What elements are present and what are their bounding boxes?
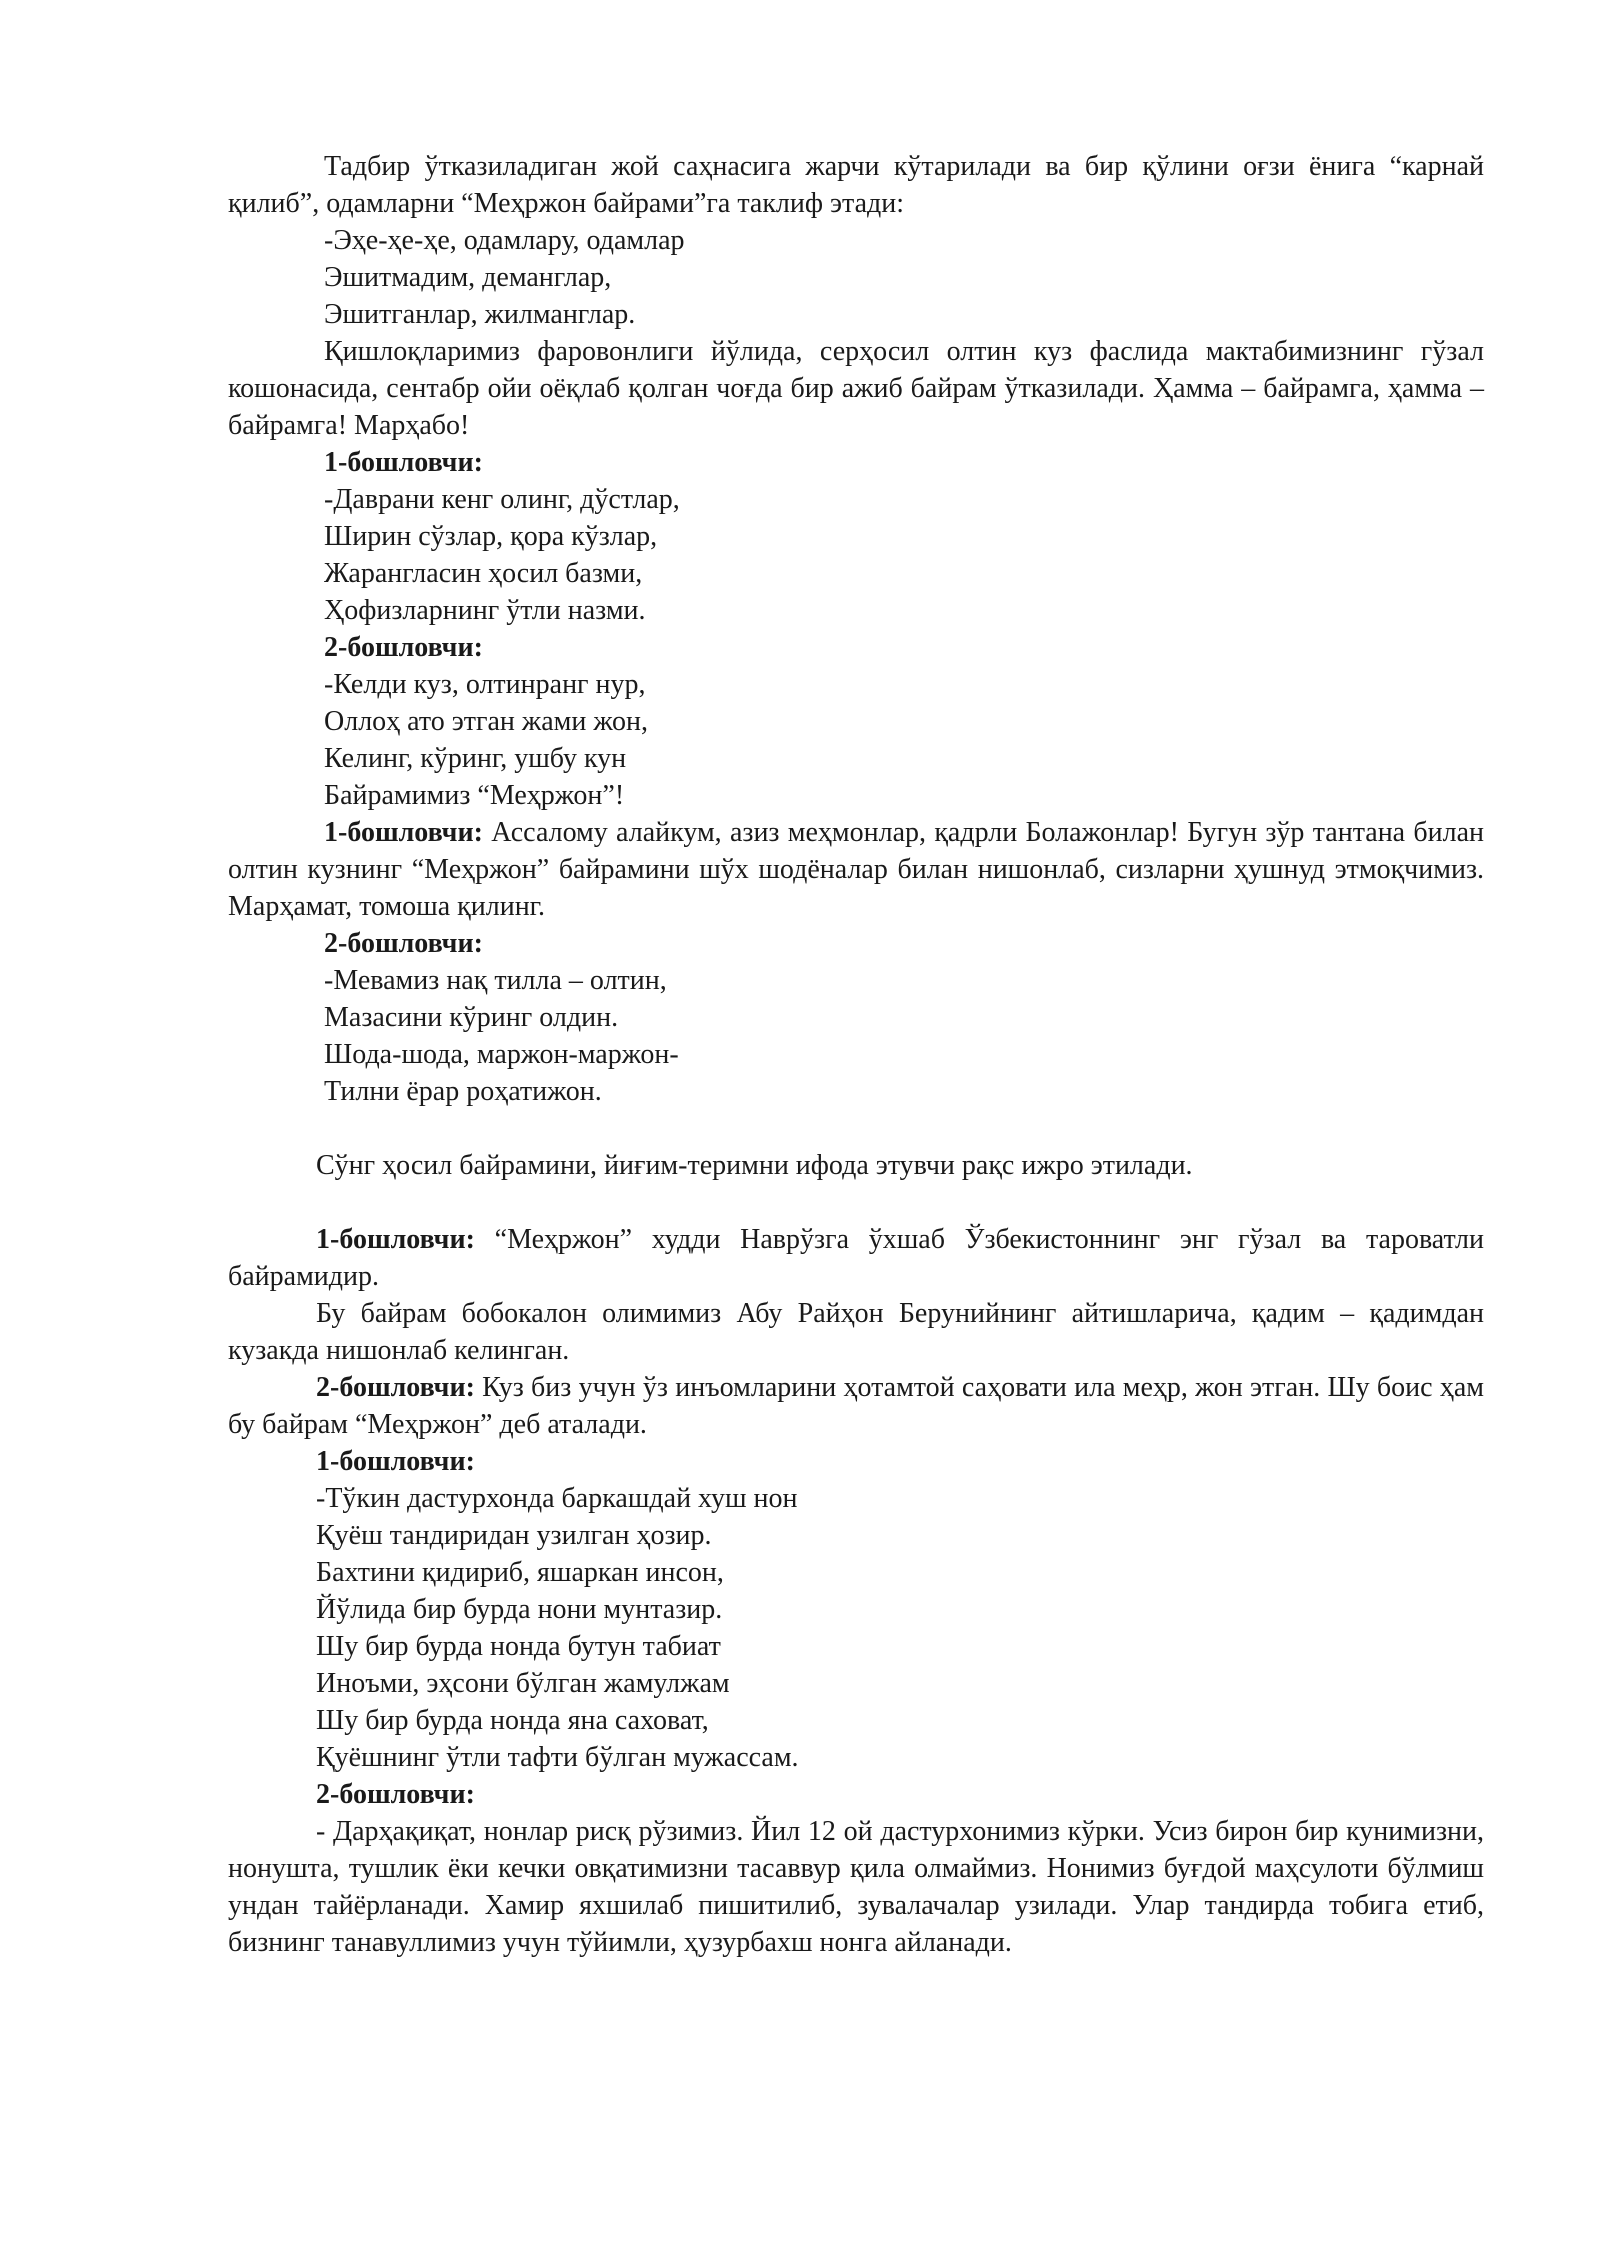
spacer xyxy=(228,1184,1484,1221)
speaker-2-heading: 2-бошловчи: xyxy=(324,632,483,663)
verse-line: Тилни ёрар роҳатижон. xyxy=(324,1076,602,1107)
verse-line: Келинг, кўринг, ушбу кун xyxy=(324,743,627,774)
verse-3 xyxy=(228,962,1484,1110)
crier-verse xyxy=(228,222,1484,333)
verse-line: Байрамимиз “Меҳржон”! xyxy=(324,780,625,811)
intro-paragraph: Тадбир ўтказиладиган жой саҳнасига жарчи кўтарилади ва бир қўлини оғзи ёнига “карнай қилиб”, одамларни “Меҳржон байрами”га таклиф этади: xyxy=(228,151,1484,219)
autumn-text: Куз биз учун ўз инъомларини ҳотамтой саҳовати ила меҳр, жон этган. Шу боис ҳам бу байрам “Меҳржон” деб аталади. xyxy=(228,1372,1484,1440)
verse-line: Жарангласин ҳосил базми, xyxy=(324,558,643,589)
verse-line: -Келди куз, олтинранг нур, xyxy=(324,669,646,700)
verse-4 xyxy=(228,1480,1484,1776)
autumn-paragraph xyxy=(228,1369,1484,1443)
greeting-paragraph xyxy=(228,814,1484,925)
verse-line: -Мевамиз нақ тилла – олтин, xyxy=(324,965,667,996)
verse-line: -Тўкин дастурхонда баркашдай хуш нон xyxy=(316,1483,798,1514)
verse-line: Мазасини кўринг олдин. xyxy=(324,1002,619,1033)
verse-2 xyxy=(228,666,1484,814)
verse-line: -Эҳе-ҳе-ҳе, одамлару, одамлар xyxy=(324,225,685,256)
greeting-text: Ассалому алайкум, азиз меҳмонлар, қадрли Болажонлар! Бугун зўр тантана билан олтин кузнинг “Меҳржон” байрамини шўх шодёналар билан нишонлаб, сизларни ҳушнуд этмоқчимиз. Марҳамат, томоша қилинг. xyxy=(228,817,1485,922)
speaker-2-label: 2-бошловчи: xyxy=(316,1372,475,1403)
speaker-2-heading: 2-бошловчи: xyxy=(324,928,483,959)
spacer xyxy=(228,1110,1484,1147)
beruni-paragraph: Бу байрам бобокалон олимимиз Абу Райҳон Берунийнинг айтишларича, қадим – қадимдан кузакда нишонлаб келинган. xyxy=(228,1298,1484,1366)
speaker-1-heading: 1-бошловчи: xyxy=(316,1446,475,1477)
verse-line: Ҳофизларнинг ўтли назми. xyxy=(324,595,646,626)
verse-1 xyxy=(228,481,1484,629)
verse-line: Эшитганлар, жилманглар. xyxy=(324,299,636,330)
verse-line: Оллоҳ ато этган жами жон, xyxy=(324,706,648,737)
verse-line: Эшитмадим, деманглар, xyxy=(324,262,612,293)
invitation-paragraph: Қишлоқларимиз фаровонлиги йўлида, серҳосил олтин куз фаслида мактабимизнинг гўзал кошонасида, сентабр ойи оёқлаб қолган чоғда бир ажиб байрам ўтказилади. Ҳамма – байрамга, ҳамма – байрамга! Марҳабо! xyxy=(228,336,1484,441)
verse-line: Қуёшнинг ўтли тафти бўлган мужассам. xyxy=(316,1742,799,1773)
dance-paragraph: Сўнг ҳосил байрамини, йиғим-теримни ифода этувчи рақс ижро этилади. xyxy=(316,1150,1193,1181)
verse-line: Қуёш тандиридан узилган ҳозир. xyxy=(316,1520,712,1551)
verse-line: Шода-шода, маржон-маржон- xyxy=(324,1039,679,1070)
verse-line: Йўлида бир бурда нони мунтазир. xyxy=(316,1594,723,1625)
speaker-2-heading: 2-бошловчи: xyxy=(316,1779,475,1810)
bread-paragraph: - Дарҳақиқат, нонлар рисқ рўзимиз. Йил 12 ой дастурхонимиз кўрки. Усиз бирон бир кунимизни, нонушта, тушлик ёки кечки овқатимизни тасаввур қила олмаймиз. Нонимиз буғдой маҳсулоти бўлмиш ундан тайёрланади. Хамир яхшилаб пишитилиб, зувалачалар узилади. Улар тандирда тобига етиб, бизнинг танавуллимиз учун тўйимли, ҳузурбахш нонга айланади. xyxy=(228,1816,1484,1958)
verse-line: Иноъми, эҳсони бўлган жамулжам xyxy=(316,1668,730,1699)
verse-line: Ширин сўзлар, қора кўзлар, xyxy=(324,521,658,552)
mehrjon-paragraph xyxy=(228,1221,1484,1295)
mehrjon-text: “Меҳржон” худди Наврўзга ўхшаб Ўзбекистоннинг энг гўзал ва тароватли байрамидир. xyxy=(228,1224,1484,1292)
speaker-1-heading: 1-бошловчи: xyxy=(324,447,483,478)
verse-line: -Даврани кенг олинг, дўстлар, xyxy=(324,484,680,515)
verse-line: Бахтини қидириб, яшаркан инсон, xyxy=(316,1557,724,1588)
verse-line: Шу бир бурда нонда яна саховат, xyxy=(316,1705,709,1736)
speaker-1-label: 1-бошловчи: xyxy=(316,1224,475,1255)
verse-line: Шу бир бурда нонда бутун табиат xyxy=(316,1631,721,1662)
document-page xyxy=(228,148,1484,1961)
speaker-1-label: 1-бошловчи: xyxy=(324,817,483,848)
